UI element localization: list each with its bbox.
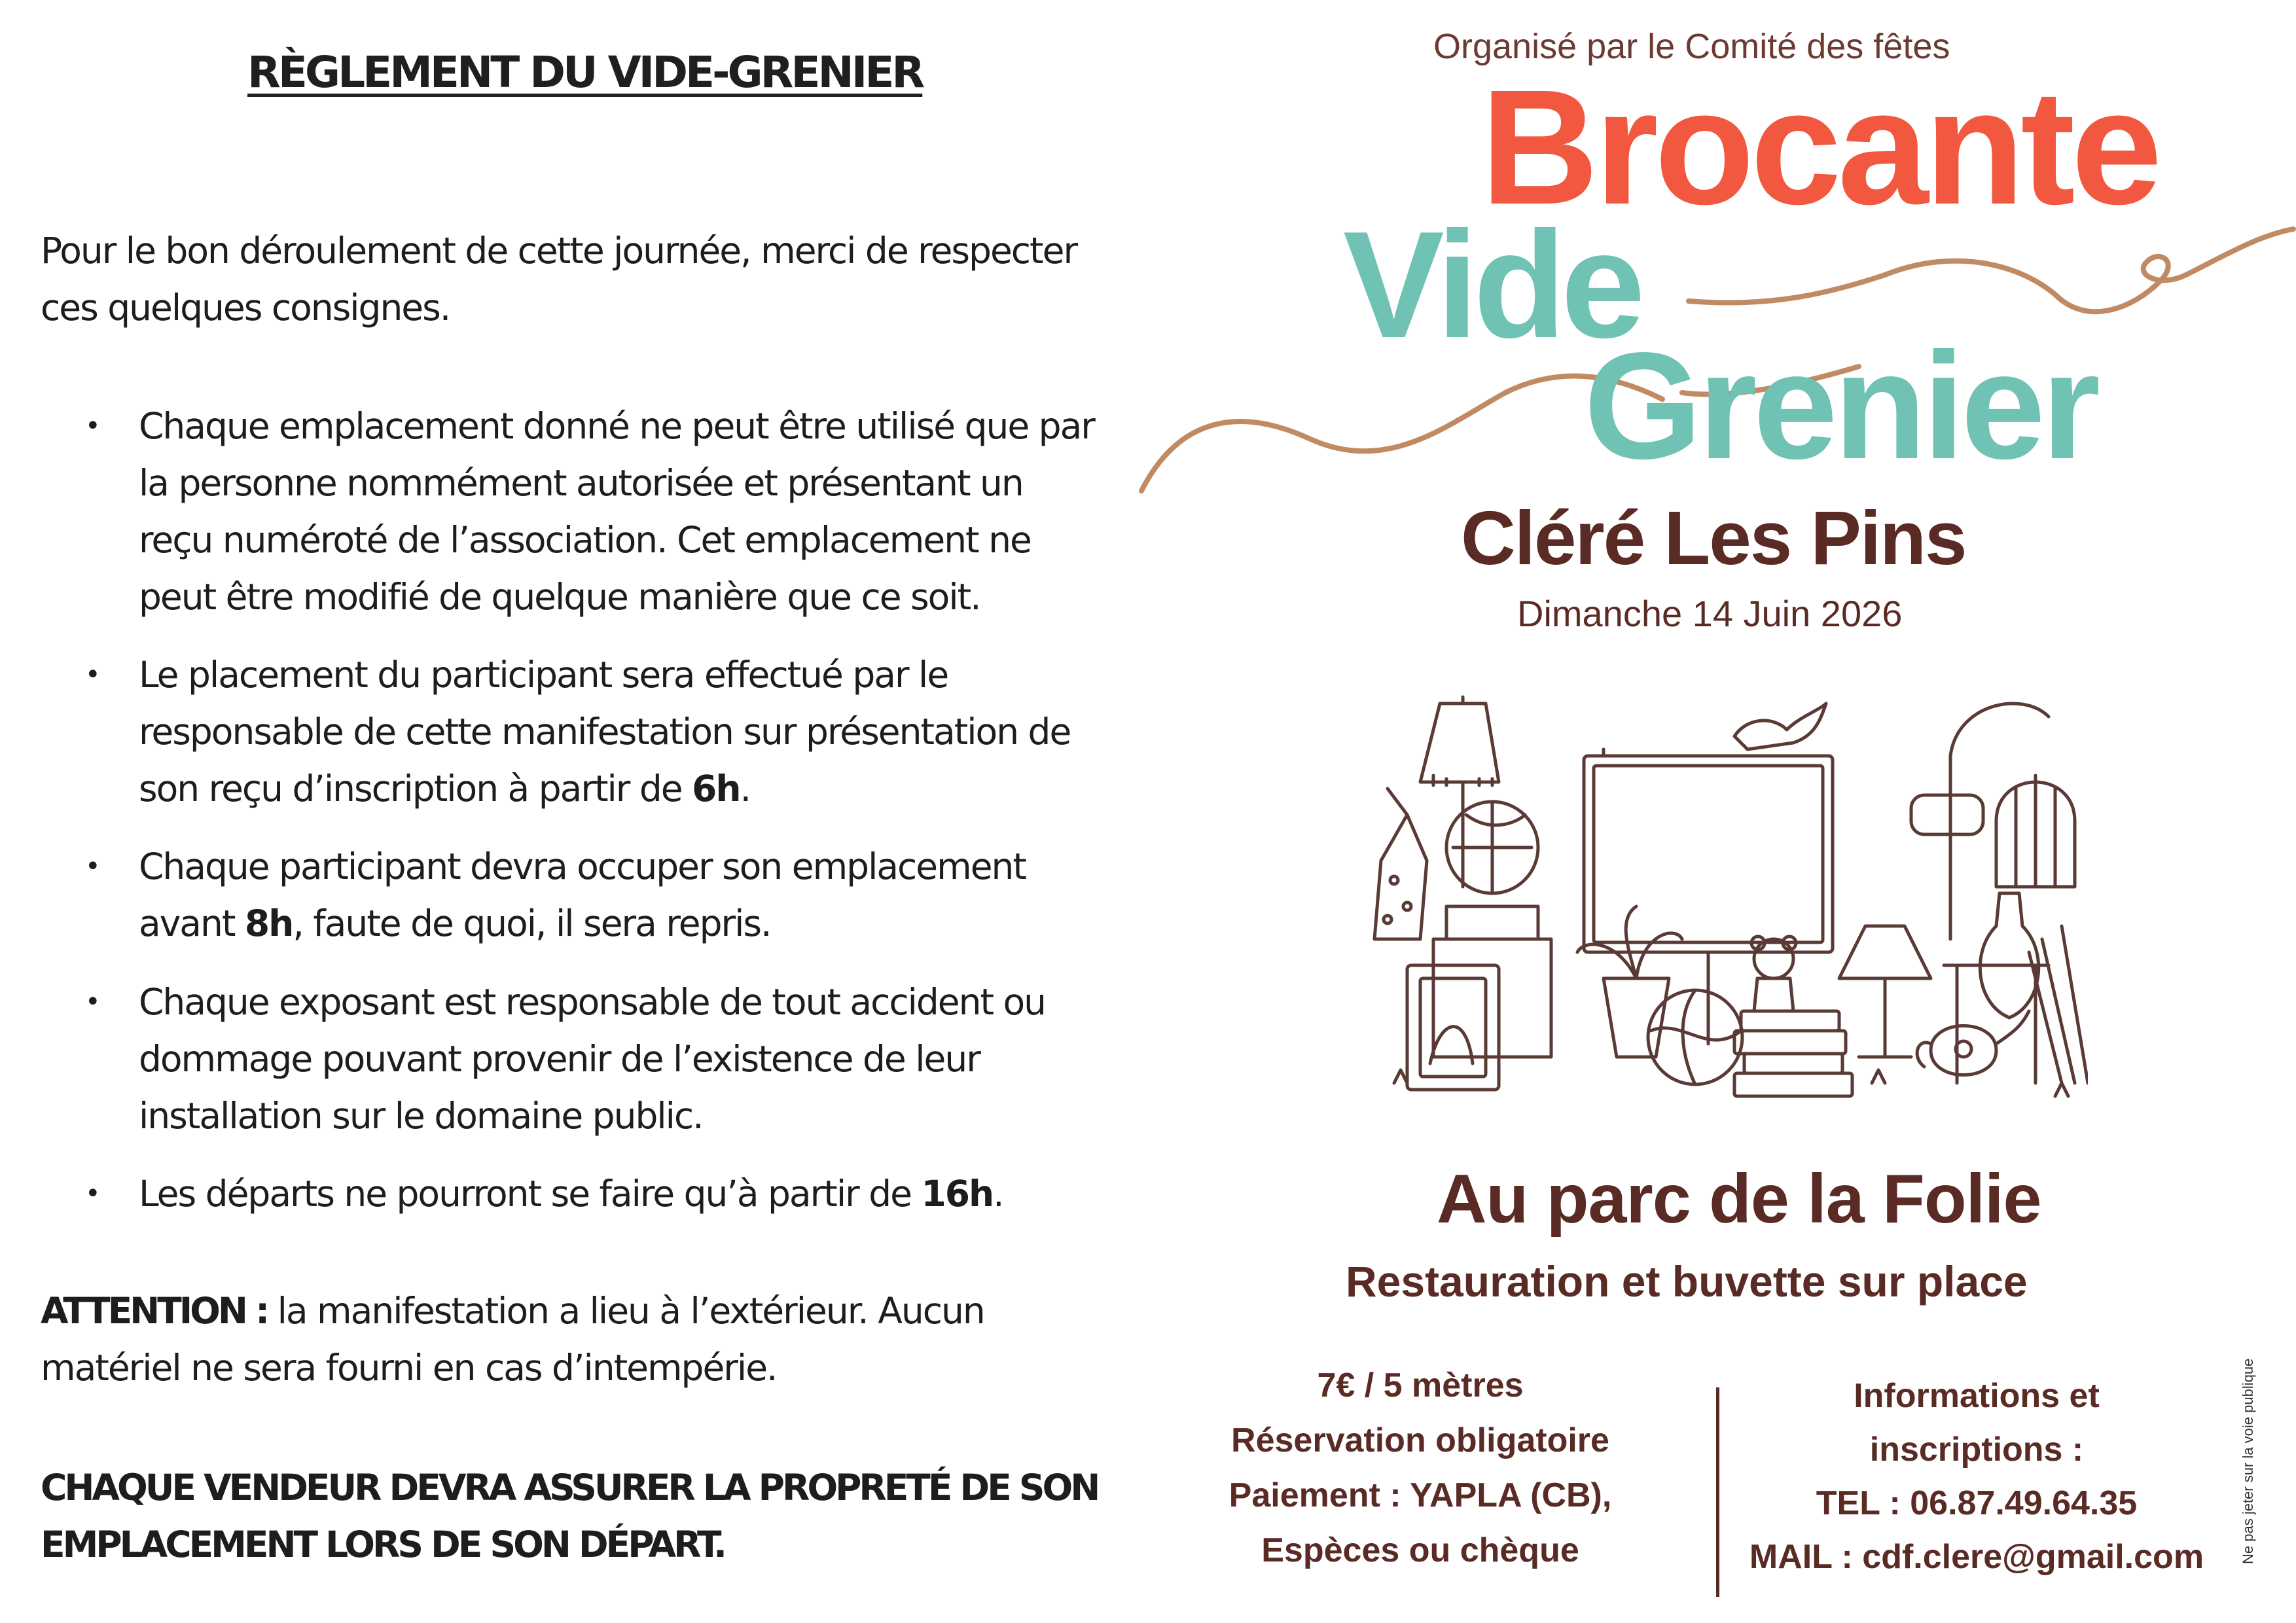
title-brocante: Brocante (1480, 56, 2159, 238)
reservation-note: Réservation obligatoire (1231, 1421, 1609, 1459)
food-info: Restauration et buvette sur place (1346, 1257, 2028, 1306)
phone-number[interactable]: TEL : 06.87.49.64.35 (1816, 1484, 2138, 1522)
bullet-icon: • (85, 660, 99, 690)
rules-intro (41, 223, 1107, 336)
rule-line: Chaque exposant est responsable de tout accident ou (139, 981, 1046, 1023)
rule-line: dommage pouvant provenir de l’existence de leur (139, 1038, 980, 1080)
event-date: Dimanche 14 Juin 2026 (1517, 593, 1903, 634)
bullet-icon: • (85, 851, 99, 882)
attention-text: la manifestation a lieu à l’extérieur. Aucun (267, 1290, 984, 1332)
bullet-icon: • (85, 411, 99, 441)
bullet-icon: • (85, 1179, 99, 1209)
rule-line: reçu numéroté de l’association. Cet emplacement ne (139, 519, 1031, 561)
rule-item (41, 647, 1114, 838)
attention-label: ATTENTION : (41, 1290, 268, 1332)
flea-market-illustration (1368, 690, 2088, 1109)
intro-line: ces quelques consignes. (41, 287, 450, 329)
recycling-note: Ne pas jeter sur la voie publique (2240, 1358, 2256, 1564)
rule-text: avant (139, 902, 245, 944)
price: 7€ / 5 mètres (1317, 1366, 1524, 1404)
rules-list (41, 398, 1114, 1244)
attention-line (41, 1283, 1114, 1340)
intro-line: Pour le bon déroulement de cette journée, merci de respecter (41, 230, 1077, 272)
attention-line: matériel ne sera fourni en cas d’intempérie. (41, 1347, 777, 1389)
rules-title: RÈGLEMENT DU VIDE-GRENIER (247, 47, 923, 98)
info-heading: inscriptions : (1869, 1431, 2084, 1469)
rule-line: la personne nommément autorisée et présentant un (139, 462, 1023, 504)
rule-line (139, 895, 1114, 952)
payment-line: Paiement : YAPLA (CB), (1229, 1476, 1612, 1514)
rule-line: Chaque emplacement donné ne peut être utilisé que par (139, 405, 1094, 447)
rule-time: 16h (921, 1173, 994, 1215)
payment-line: Espèces ou chèque (1261, 1531, 1579, 1569)
rule-text: . (993, 1173, 1003, 1215)
bullet-icon: • (85, 987, 99, 1017)
rule-line: Le placement du participant sera effectué par le (139, 654, 948, 696)
attention-note (41, 1283, 1114, 1397)
rule-text: , faute de quoi, il sera repris. (293, 902, 771, 944)
rule-text: Les départs ne pourront se faire qu’à partir de (139, 1173, 922, 1215)
contact-block (1728, 1369, 2225, 1584)
closing-note (41, 1459, 1127, 1573)
rule-line: responsable de cette manifestation sur présentation de (139, 711, 1071, 753)
email-address[interactable]: MAIL : cdf.clere@gmail.com (1749, 1538, 2204, 1576)
title-vide: Vide (1343, 200, 1640, 370)
venue-name: Au parc de la Folie (1437, 1160, 2041, 1238)
rule-text: . (740, 768, 751, 810)
rule-time: 8h (244, 902, 293, 944)
rule-line: installation sur le domaine public. (139, 1095, 703, 1137)
info-heading: Informations et (1854, 1377, 2100, 1415)
rule-line (139, 760, 1114, 817)
rule-line (139, 1166, 1114, 1222)
organiser-line: Organisé par le Comité des fêtes (1433, 27, 1950, 66)
rules-panel (0, 0, 1126, 1623)
town-name: Cléré Les Pins (1461, 495, 1966, 580)
rule-item (41, 838, 1114, 974)
rule-item (41, 398, 1114, 647)
rule-item (41, 1166, 1114, 1244)
rule-time: 6h (692, 768, 740, 810)
rule-line: Chaque participant devra occuper son emplacement (139, 846, 1026, 887)
rule-text: son reçu d’inscription à partir de (139, 768, 692, 810)
rule-item (41, 974, 1114, 1166)
rule-line: peut être modifié de quelque manière que ce soit. (139, 576, 980, 618)
pricing-block (1178, 1358, 1662, 1578)
title-grenier: Grenier (1584, 321, 2097, 491)
closing-line: EMPLACEMENT LORS DE SON DÉPART. (41, 1524, 725, 1565)
closing-line: CHAQUE VENDEUR DEVRA ASSURER LA PROPRETÉ DE SON (41, 1467, 1098, 1508)
